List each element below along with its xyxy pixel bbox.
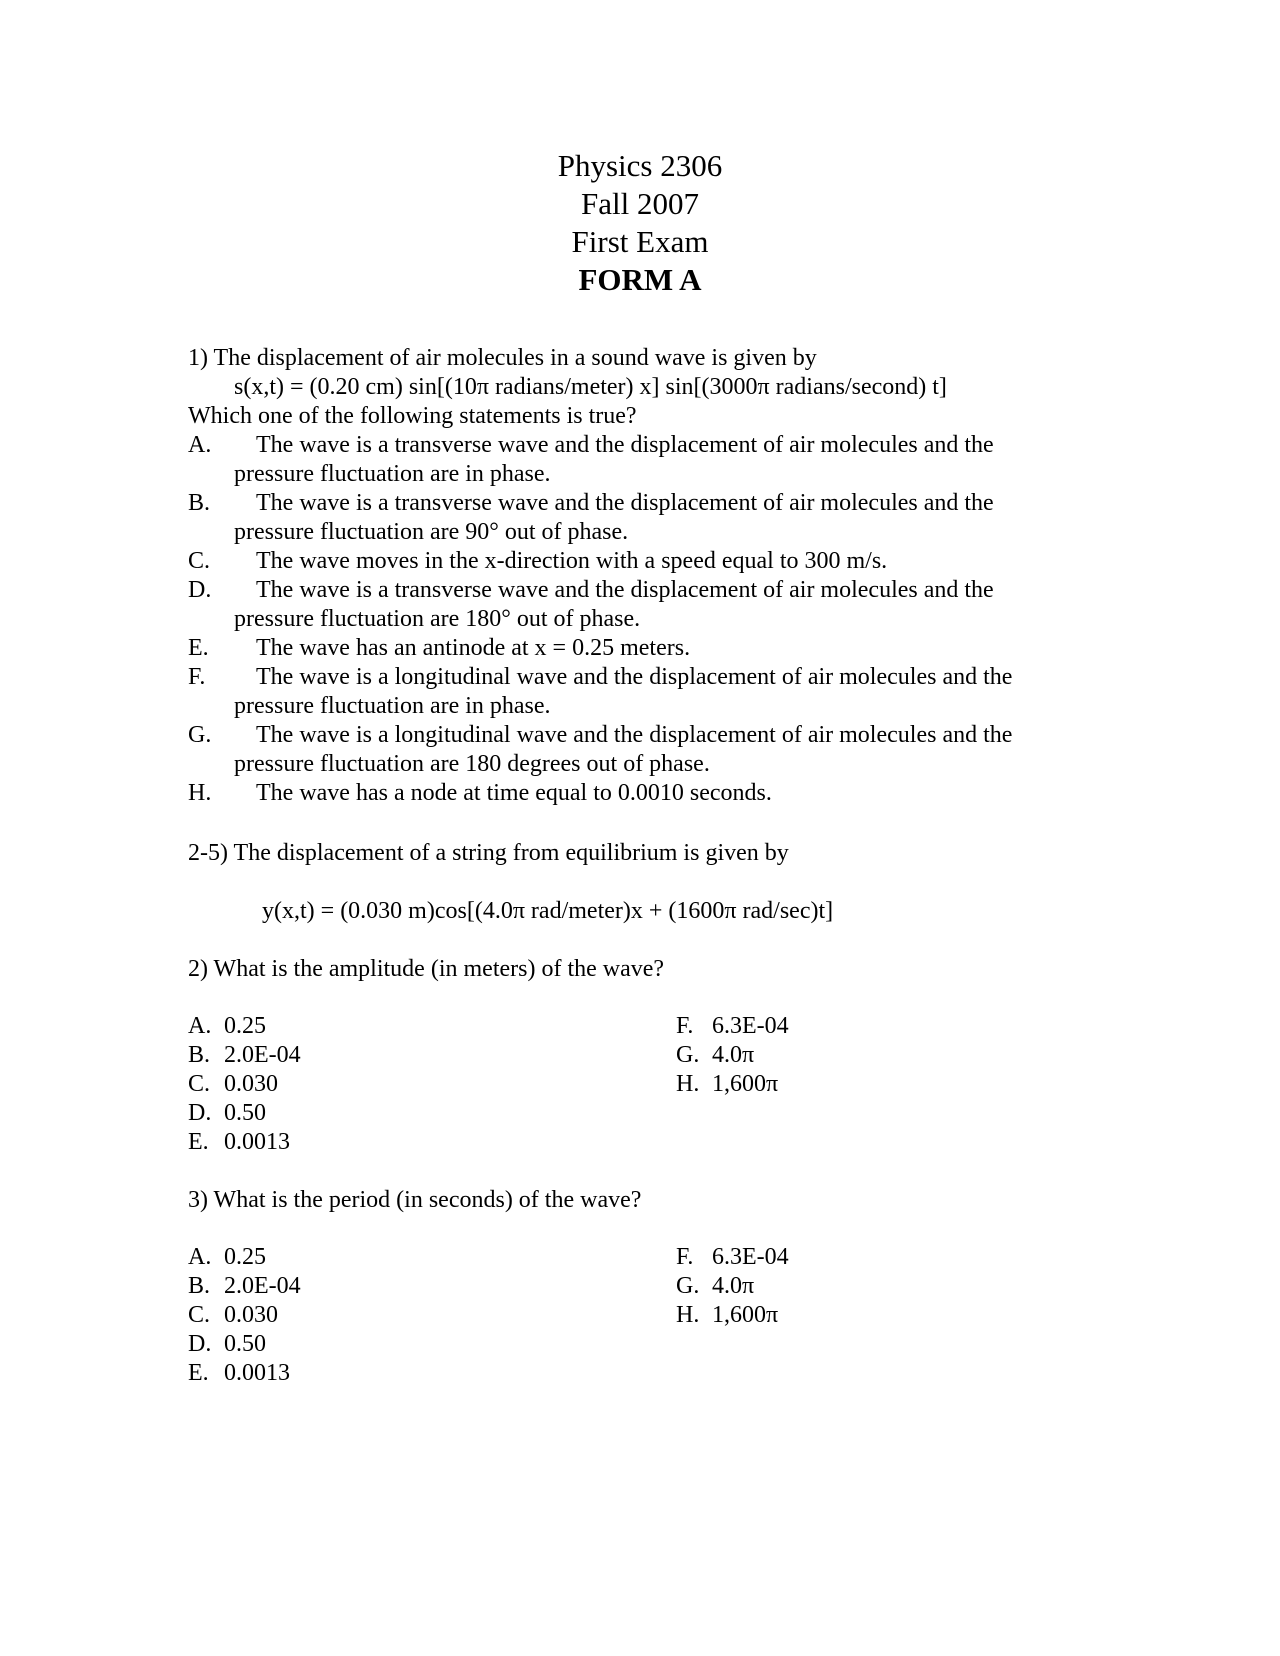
- option-value: 0.0013: [224, 1129, 290, 1155]
- question-3-options-right: [676, 1243, 789, 1330]
- choice-text: The wave is a longitudinal wave and the displacement of air molecules and the: [256, 664, 1013, 690]
- option-value: 0.030: [224, 1302, 278, 1328]
- option-c[interactable]: [188, 1301, 301, 1330]
- exam-label: First Exam: [571, 224, 709, 259]
- choice-h[interactable]: [188, 779, 1012, 808]
- option-value: 2.0E-04: [224, 1042, 301, 1068]
- option-letter: D.: [188, 1100, 212, 1126]
- choice-text-cont: pressure fluctuation are in phase.: [234, 693, 551, 719]
- option-value: 1,600π: [712, 1302, 779, 1328]
- question-3-options-left: [188, 1243, 301, 1388]
- choice-f[interactable]: [188, 663, 1012, 721]
- choice-letter: C.: [188, 548, 211, 574]
- choice-letter: H.: [188, 780, 212, 806]
- choice-text-cont: pressure fluctuation are 180° out of phase.: [234, 606, 641, 632]
- choice-text-cont: pressure fluctuation are in phase.: [234, 461, 551, 487]
- option-value: 0.50: [224, 1100, 266, 1126]
- option-value: 1,600π: [712, 1071, 779, 1097]
- course-title: Physics 2306: [557, 148, 723, 183]
- question-3-stem: 3) What is the period (in seconds) of the wave?: [188, 1187, 642, 1213]
- option-h[interactable]: [676, 1301, 789, 1330]
- option-d[interactable]: [188, 1099, 301, 1128]
- option-letter: D.: [188, 1331, 212, 1357]
- choice-letter: G.: [188, 722, 212, 748]
- option-letter: A.: [188, 1013, 212, 1039]
- choice-text-cont: pressure fluctuation are 180 degrees out of phase.: [234, 751, 710, 777]
- question-1: [188, 344, 1012, 808]
- option-value: 6.3E-04: [712, 1013, 789, 1039]
- choice-letter: D.: [188, 577, 212, 603]
- option-value: 0.50: [224, 1331, 266, 1357]
- choice-text: The wave is a transverse wave and the displacement of air molecules and the: [256, 577, 994, 603]
- option-h[interactable]: [676, 1070, 789, 1099]
- option-value: 0.0013: [224, 1360, 290, 1386]
- option-f[interactable]: [676, 1012, 789, 1041]
- choice-letter: B.: [188, 490, 211, 516]
- option-g[interactable]: [676, 1041, 789, 1070]
- option-value: 6.3E-04: [712, 1244, 789, 1270]
- option-letter: G.: [676, 1042, 700, 1068]
- choice-a[interactable]: [188, 431, 1012, 489]
- option-letter: E.: [188, 1360, 209, 1386]
- option-b[interactable]: [188, 1041, 301, 1070]
- question-1-formula: s(x,t) = (0.20 cm) sin[(10π radians/meter) x] sin[(3000π radians/second) t]: [234, 374, 947, 400]
- choice-text: The wave is a transverse wave and the displacement of air molecules and the: [256, 490, 994, 516]
- option-value: 4.0π: [712, 1042, 755, 1068]
- exam-header: [0, 147, 1280, 299]
- choice-text: The wave is a longitudinal wave and the displacement of air molecules and the: [256, 722, 1013, 748]
- question-2-5-formula: y(x,t) = (0.030 m)cos[(4.0π rad/meter)x + (1600π rad/sec)t]: [262, 898, 834, 924]
- choice-c[interactable]: [188, 547, 1012, 576]
- choice-b[interactable]: [188, 489, 1012, 547]
- option-g[interactable]: [676, 1272, 789, 1301]
- question-2-5-stem: 2-5) The displacement of a string from equilibrium is given by: [188, 840, 789, 866]
- question-3: [188, 1186, 641, 1215]
- option-c[interactable]: [188, 1070, 301, 1099]
- option-letter: G.: [676, 1273, 700, 1299]
- choice-e[interactable]: [188, 634, 1012, 663]
- choice-letter: A.: [188, 432, 212, 458]
- option-f[interactable]: [676, 1243, 789, 1272]
- option-a[interactable]: [188, 1243, 301, 1272]
- question-1-stem: 1) The displacement of air molecules in a sound wave is given by: [188, 345, 817, 371]
- choice-d[interactable]: [188, 576, 1012, 634]
- choice-letter: F.: [188, 664, 206, 690]
- option-letter: C.: [188, 1071, 211, 1097]
- question-2: [188, 955, 664, 984]
- option-value: 0.25: [224, 1013, 266, 1039]
- option-e[interactable]: [188, 1128, 301, 1157]
- choice-text: The wave is a transverse wave and the displacement of air molecules and the: [256, 432, 994, 458]
- option-letter: B.: [188, 1042, 211, 1068]
- option-a[interactable]: [188, 1012, 301, 1041]
- option-letter: F.: [676, 1244, 694, 1270]
- question-2-options-left: [188, 1012, 301, 1157]
- option-letter: B.: [188, 1273, 211, 1299]
- option-d[interactable]: [188, 1330, 301, 1359]
- term-label: Fall 2007: [581, 186, 699, 221]
- choice-letter: E.: [188, 635, 209, 661]
- choice-text: The wave has a node at time equal to 0.0010 seconds.: [256, 780, 772, 806]
- question-2-options-right: [676, 1012, 789, 1099]
- option-b[interactable]: [188, 1272, 301, 1301]
- option-letter: H.: [676, 1302, 700, 1328]
- option-value: 4.0π: [712, 1273, 755, 1299]
- option-letter: H.: [676, 1071, 700, 1097]
- option-value: 0.25: [224, 1244, 266, 1270]
- choice-g[interactable]: [188, 721, 1012, 779]
- question-2-5-intro: [188, 839, 834, 924]
- option-value: 0.030: [224, 1071, 278, 1097]
- option-letter: A.: [188, 1244, 212, 1270]
- question-1-prompt: Which one of the following statements is true?: [188, 403, 637, 429]
- option-letter: C.: [188, 1302, 211, 1328]
- choice-text-cont: pressure fluctuation are 90° out of phase.: [234, 519, 629, 545]
- form-label: FORM A: [578, 262, 702, 297]
- choice-text: The wave moves in the x-direction with a speed equal to 300 m/s.: [256, 548, 888, 574]
- question-2-stem: 2) What is the amplitude (in meters) of the wave?: [188, 956, 665, 982]
- option-value: 2.0E-04: [224, 1273, 301, 1299]
- option-letter: E.: [188, 1129, 209, 1155]
- choice-text: The wave has an antinode at x = 0.25 meters.: [256, 635, 691, 661]
- option-letter: F.: [676, 1013, 694, 1039]
- option-e[interactable]: [188, 1359, 301, 1388]
